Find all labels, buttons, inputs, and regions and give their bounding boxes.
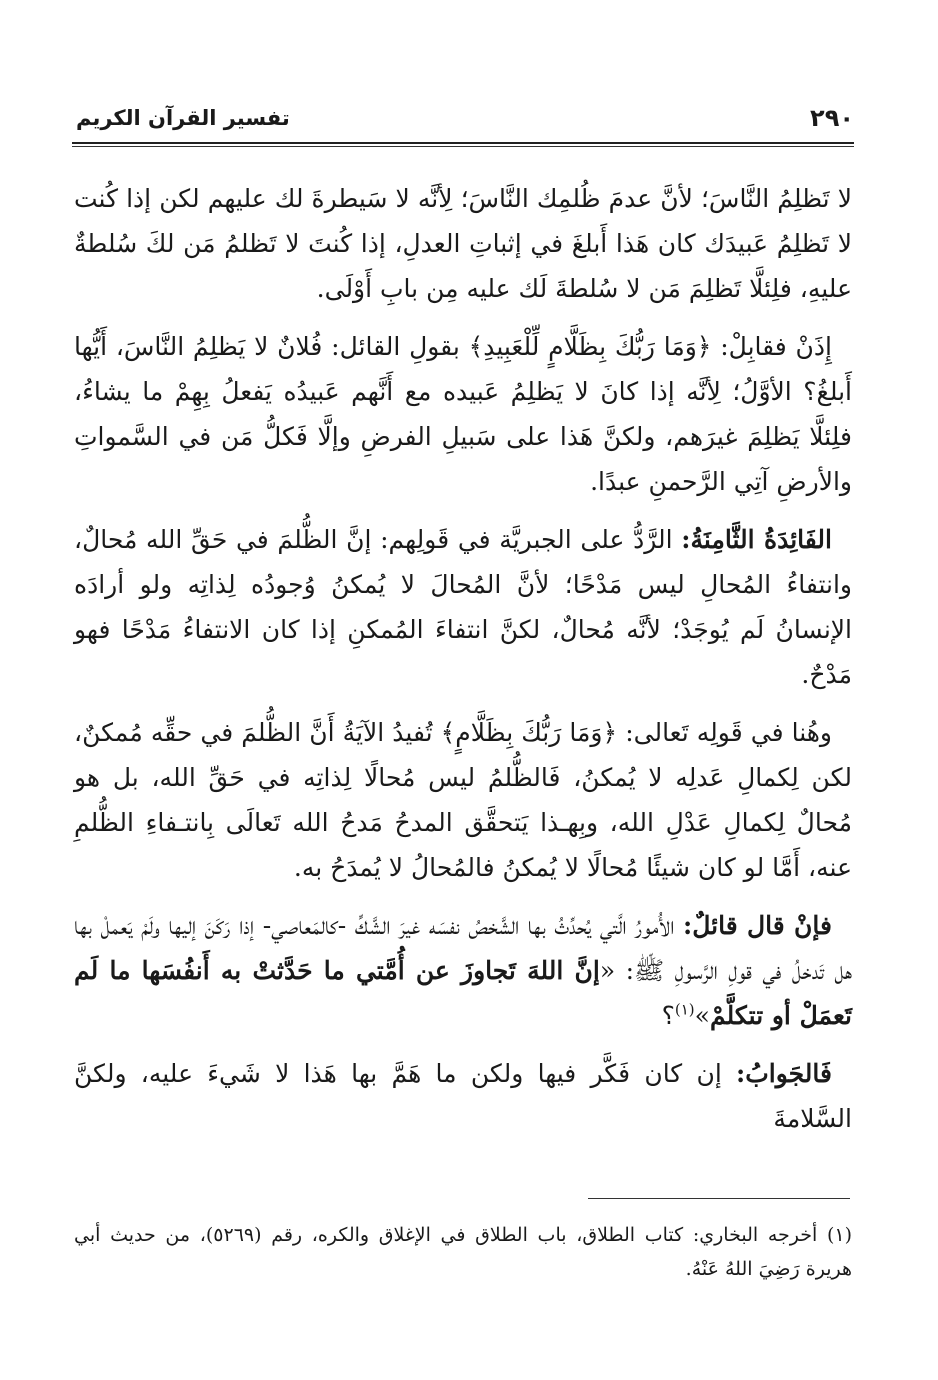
- question-heading: فإنْ قال قائلٌ:: [682, 911, 832, 940]
- paragraph-4-text: تُفيدُ الآيَةُ أَنَّ الظُّلمَ في حقِّه مُمكنٌ، لكن لِكمالِ عَدلِه لا يُمكنُ، فَالظُّلمُ ليس مُحالًا لِذاتِه في حَقِّ الله، بل هو مُحالٌ لِكمالِ عَدْلِ الله، وبِهـذا يَتحقَّق المدحُ مَدحُ الله تَعالَى بِانتـفاءِ الظُّلمِ عنه، أَمَّا لو كان شيئًا مُحالًا لا يُمكنُ فالمُحالُ لا يُمدَحُ به.: [74, 718, 852, 882]
- paragraph-3-text: الرَّدُّ على الجبريَّة في قَولِهم: إنَّ الظُّلمَ في حَقِّ الله مُحالٌ، وانتفاءُ المُحالِ ليس مَدْحًا؛ لأنَّ المُحالَ لا يُمكنُ وُجودُه لِذاتِه ولو أرادَه الإنسانُ لَم يُوجَدْ؛ لأنَّه مُحالٌ، لكنَّ انتفاءَ المُمكنِ إذا كان الانتفاءُ مَدْحًا فهو مَدْحٌ.: [74, 525, 852, 689]
- main-text: [74, 176, 852, 1154]
- paragraph-2-lead: إِذَنْ فقابِلْ:: [711, 332, 832, 361]
- paragraph-3: [74, 517, 852, 697]
- quran-verse-1: ﴿وَمَا رَبُّكَ بِظَلَّامٍ لِّلْعَبِيدِ﴾: [468, 332, 712, 361]
- paragraph-1: [74, 176, 852, 311]
- footnote-separator: [588, 1198, 850, 1199]
- footnotes: [74, 1218, 852, 1286]
- paragraph-4-lead: وهُنا في قَولِه تَعالى:: [617, 718, 832, 747]
- page-number: ٢٩٠: [810, 104, 854, 132]
- quran-verse-2: ﴿وَمَا رَبُّكَ بِظَلَّامٍ﴾: [440, 718, 618, 747]
- footnote-marker: (١): [674, 1000, 695, 1019]
- paragraph-1-text: لا تَظلِمُ النَّاسَ؛ لأنَّ عدمَ ظُلمِك النَّاسَ؛ لِأنَّه لا سَيطرةَ لك عليهم لكن إذا كُنت لا تَظلِمُ عَبيدَك كان هَذا أَبلغَ في إثباتِ العدلِ، إذا كُنتَ لا تَظلمُ مَن لكَ سُلطةٌ عليهِ، فلِئلَّا تَظلِمَ مَن لا سُلطةَ لَك عليه مِن بابِ أَوْلَى.: [74, 184, 852, 303]
- paragraph-6-text: إن كان فَكَّر فيها ولكن ما هَمَّ بها هَذا لا شَيءَ عليه، ولكنَّ السَّلامةَ: [74, 1059, 852, 1133]
- paragraph-2-text: بقولِ القائل: فُلانٌ لا يَظلِمُ النَّاسَ، أَيُّها أَبلغُ؟ الأوَّلُ؛ لِأنَّه إذا كانَ لا يَظلِمُ عَبيده مع أَنَّهم عَبيدُه يَفعلُ بِهِمْ ما يشاءُ، فلِئلَّا يَظلِمَ غيرَهم، ولكنَّ هَذا على سَبيلِ الفرضِ وإلَّا فَكلُّ مَن في السَّمواتِ والأرضِ آتِي الرَّحمنِ عبدًا.: [74, 332, 852, 496]
- header-rule-thin: [72, 146, 854, 147]
- paragraph-4: [74, 710, 852, 890]
- paragraph-6: [74, 1051, 852, 1141]
- paragraph-5: [74, 903, 852, 1038]
- paragraph-5-text: الأُمورُ الَّتي يُحدِّثُ بها الشَّخصُ نفسَه غيرَ الشَّكِّ -كالمَعاصي- إذا رَكَنَ إليها ولَمْ يَعملْ بها هل تَدخلُ في قولِ الرَّسولِ ﷺ: «: [74, 911, 852, 985]
- paragraph-2: [74, 324, 852, 504]
- benefit-heading-eighth: الفَائِدَةُ الثَّامِنَةُ:: [681, 525, 832, 554]
- header-rule-thick: [72, 142, 854, 144]
- hadith-quote: إنَّ اللهَ تَجاوزَ عن أُمَّتي ما حَدَّثتْ به أَنفُسَها ما لَم تَعمَلْ أو تتكلَّمْ: [74, 956, 852, 1030]
- question-mark: ؟: [661, 1001, 675, 1030]
- answer-heading: فَالجَوابُ:: [736, 1059, 832, 1088]
- page-header: [72, 100, 854, 148]
- footnote-1: (١) أخرجه البخاري: كتاب الطلاق، باب الطلاق في الإغلاق والكره، رقم (٥٢٦٩)، من حديث أبي هريرة رَضِيَ اللهُ عَنْهُ.: [74, 1224, 852, 1280]
- hadith-close-quote: »: [694, 1001, 710, 1030]
- book-title: تفسير القرآن الكريم: [76, 106, 290, 130]
